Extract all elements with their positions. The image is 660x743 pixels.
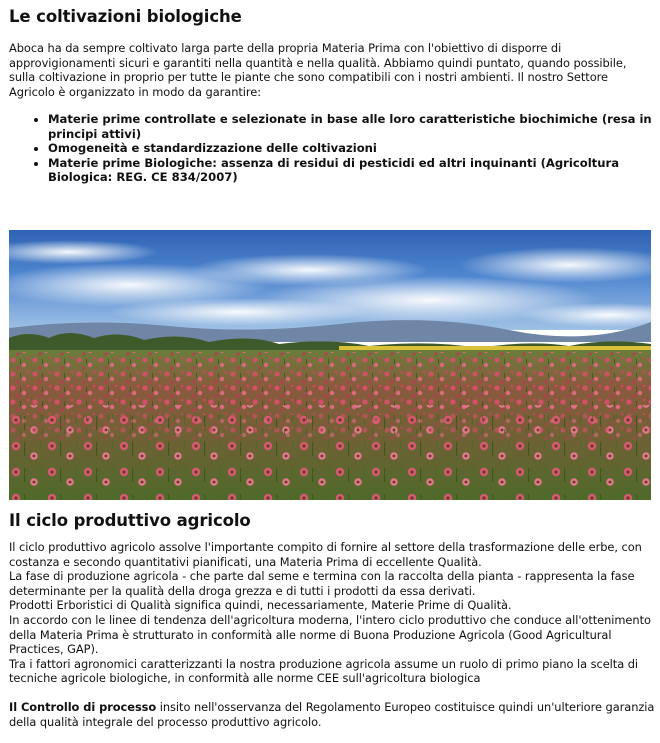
intro-paragraph: Aboca ha da sempre coltivato larga parte della propria Materia Prima con l'obiettivo di disporre di approvigionamenti sicuri e garantiti nella quantità e nella qualità. Abbiamo quindi puntato, quando possibile, sulla coltivazione in proprio per tutte le piante che sono compatibili con i nostri ambienti. Il nostro Settore Agricolo è organizzato in modo da garantire: — [9, 41, 627, 99]
list-item: • Materie prime controllate e selezionate in base alle loro caratteristiche biochimiche (resa in principi attivi) — [48, 112, 660, 141]
section-title-coltivazioni: Le coltivazioni biologiche — [9, 7, 242, 26]
closing-text: insito nell'osservanza del Regolamento Europeo costituisce quindi un'ulteriore garanzia della qualità integrale del processo produttivo agricolo. — [9, 700, 655, 729]
list-item: • Materie prime Biologiche: assenza di residui di pesticidi ed altri inquinanti (Agricoltura Biologica: REG. CE 834/2007) — [48, 156, 660, 185]
echinacea-field-photo — [9, 230, 651, 500]
section-title-ciclo: Il ciclo produttivo agricolo — [9, 511, 251, 530]
closing-paragraph — [9, 700, 657, 729]
paragraph: Il ciclo produttivo agricolo assolve l'importante compito di fornire al settore della trasformazione delle erbe, con costanza e secondo quantitativi pianificati, una Materia Prima di eccellente Qualità. — [9, 540, 642, 569]
guarantees-list — [28, 112, 660, 185]
paragraph: Tra i fattori agronomici caratterizzanti la nostra produzione agricola assume un ruolo di primo piano la scelta di tecniche agricole biologiche, in conformità alle norme CEE sull'agricoltura biologica — [9, 656, 638, 686]
paragraph: In accordo con le linee di tendenza dell'agricoltura moderna, l'intero ciclo produttivo che conduce all'ottenimento della Materia Prima è strutturato in conformità alle norme di Buona Produzione Agricola (Good Agricultural Practices, GAP). — [9, 612, 651, 657]
paragraph: La fase di produzione agricola - che parte dal seme e termina con la raccolta della pianta - rappresenta la fase determinante per la qualità della droga grezza e di tutti i prodotti da essa derivati. — [9, 569, 635, 598]
paragraph: Prodotti Erboristici di Qualità significa quindi, necessariamente, Materie Prime di Qualità. — [9, 598, 512, 613]
cycle-description — [9, 540, 657, 686]
list-item: • Omogeneità e standardizzazione delle coltivazioni — [48, 141, 660, 156]
process-control-label: Il Controllo di processo — [9, 700, 157, 714]
